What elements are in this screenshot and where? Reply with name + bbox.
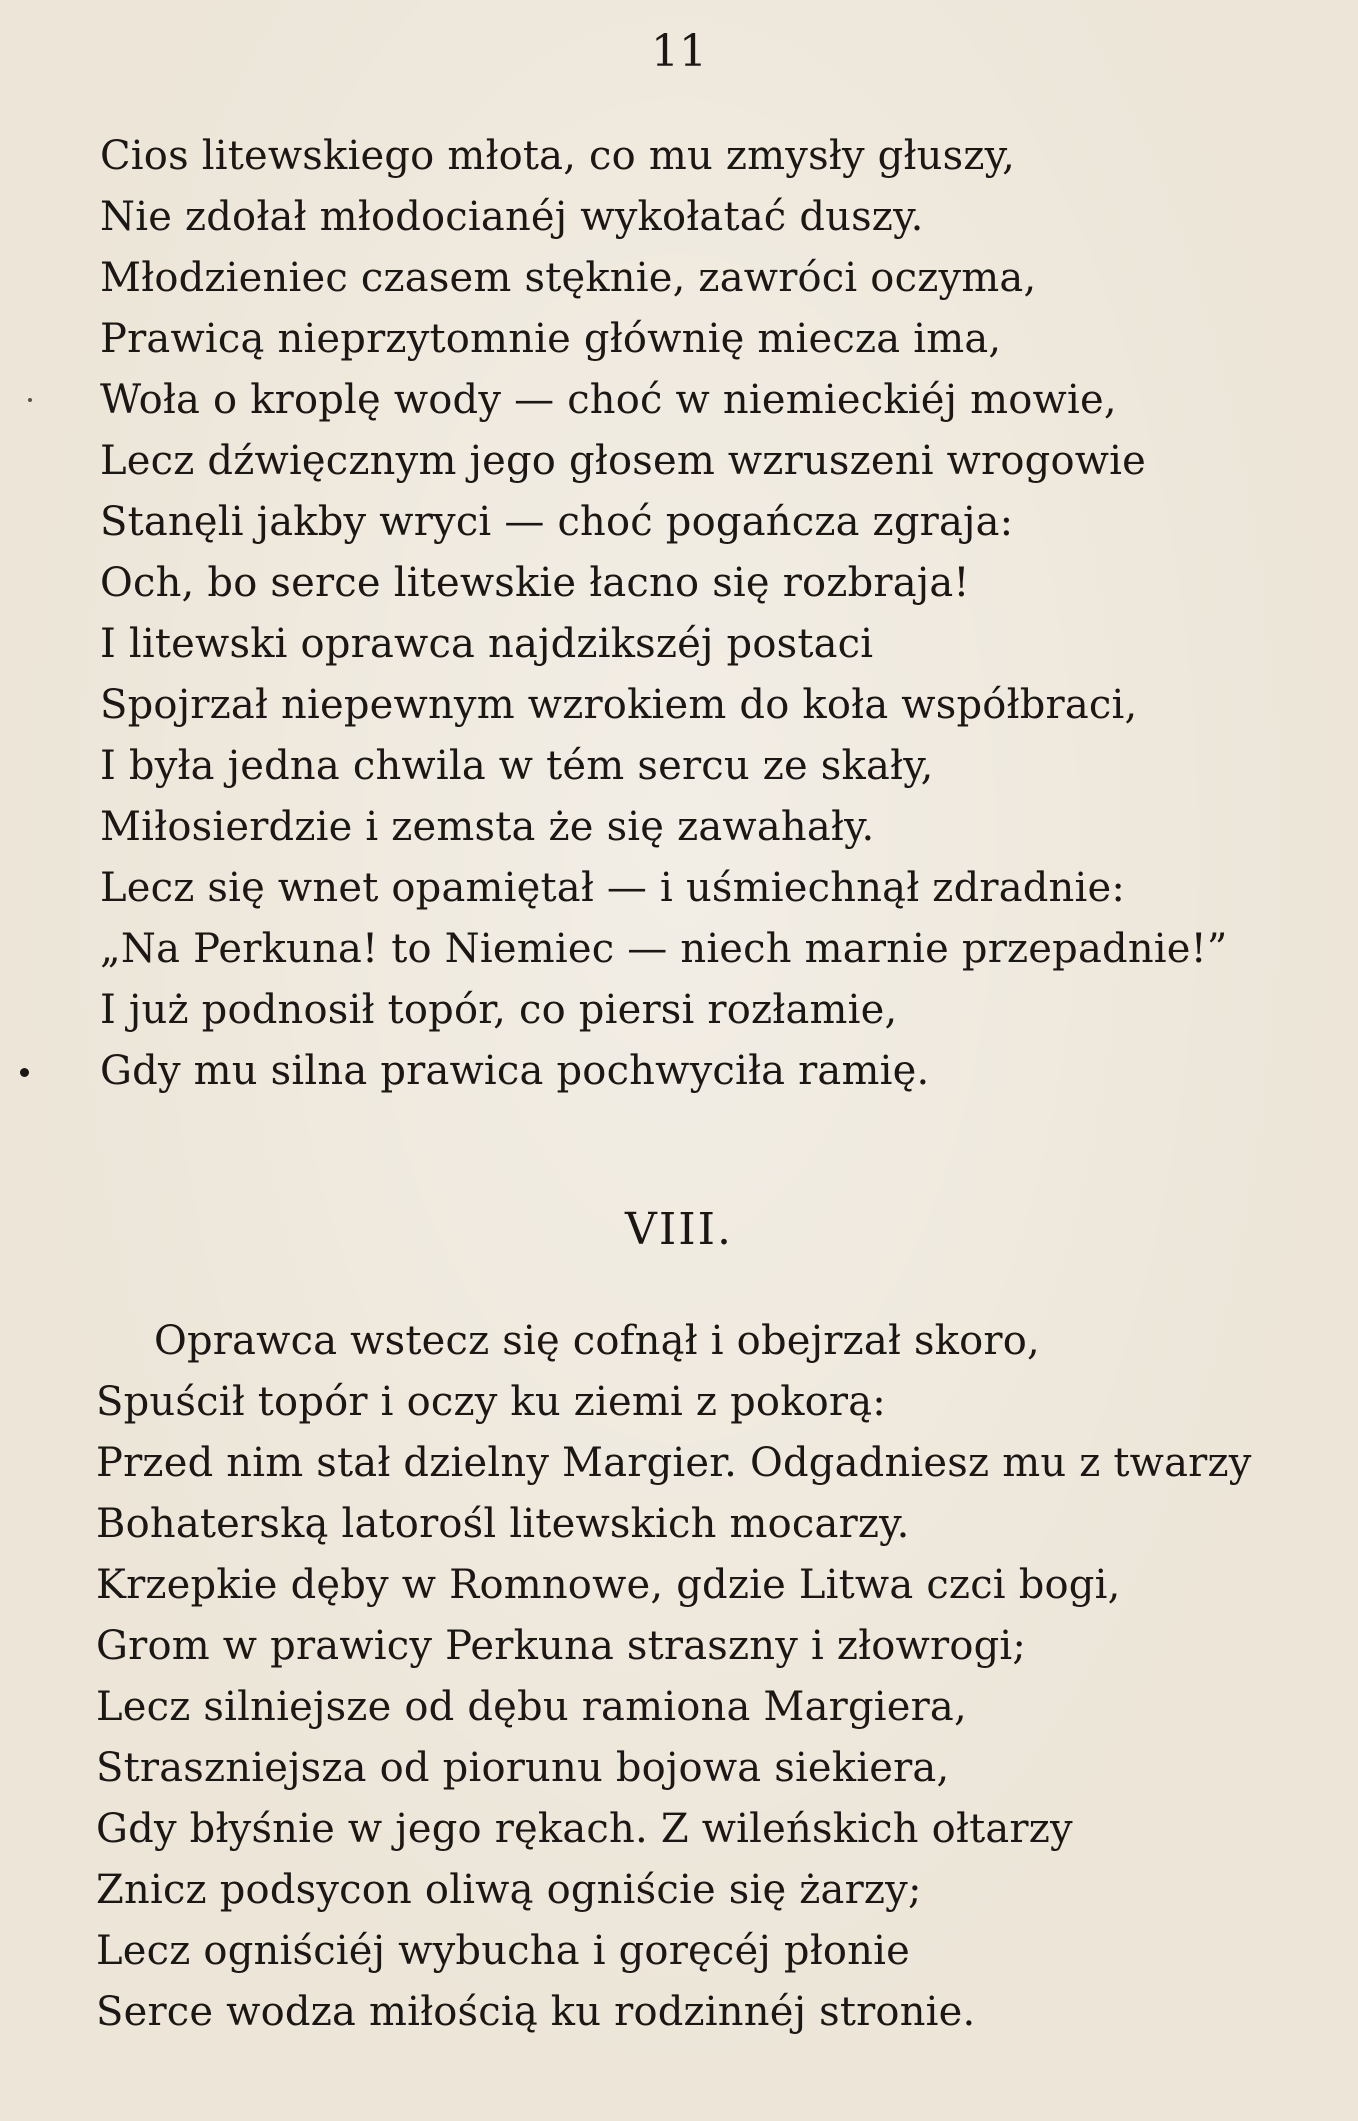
ink-speck [20,1068,29,1077]
section-heading: VIII. [625,1204,733,1255]
verse-line: I była jedna chwila w tém sercu ze skały, [100,743,934,789]
stanza-1 [100,126,1228,1102]
verse-line: Gdy mu silna prawica pochwyciła ramię. [100,1048,930,1094]
verse-line: Lecz silniejsze od dębu ramiona Margiera, [96,1684,967,1730]
verse-line: Och, bo serce litewskie łacno się rozbraja! [100,560,970,606]
verse-line: Grom w prawicy Perkuna straszny i złowrogi; [96,1623,1027,1669]
verse-line: Znicz podsycon oliwą ogniście się żarzy; [96,1867,922,1913]
ink-speck [28,398,32,402]
stanza-2 [96,1311,1252,2043]
verse-line: Spojrzał niepewnym wzrokiem do koła współbraci, [100,682,1138,728]
verse-line: Przed nim stał dzielny Margier. Odgadniesz mu z twarzy [96,1440,1252,1486]
verse-line: Straszniejsza od piorunu bojowa siekiera, [96,1745,950,1791]
verse-line: Lecz się wnet opamiętał — i uśmiechnął zdradnie: [100,865,1126,911]
verse-line: Młodzieniec czasem stęknie, zawróci oczyma, [100,255,1037,301]
verse-line: Lecz dźwięcznym jego głosem wzruszeni wrogowie [100,438,1147,484]
verse-line: Krzepkie dęby w Romnowe, gdzie Litwa czci bogi, [96,1562,1121,1608]
verse-line: „Na Perkuna! to Niemiec — niech marnie przepadnie!” [100,926,1228,972]
verse-line: I już podnosił topór, co piersi rozłamie, [100,987,898,1033]
verse-line: Serce wodza miłością ku rodzinnéj stronie. [96,1989,976,2035]
verse-line: Gdy błyśnie w jego rękach. Z wileńskich ołtarzy [96,1806,1073,1852]
verse-line: Spuścił topór i oczy ku ziemi z pokorą: [96,1379,886,1425]
verse-line: Bohaterską latorośl litewskich mocarzy. [96,1501,910,1547]
verse-line: Stanęli jakby wryci — choć pogańcza zgraja: [100,499,1014,545]
verse-line: I litewski oprawca najdzikszéj postaci [100,621,874,667]
verse-line: Nie zdołał młodocianéj wykołatać duszy. [100,194,924,240]
verse-line: Miłosierdzie i zemsta że się zawahały. [100,804,875,850]
page-number: 11 [651,26,707,77]
verse-line: Lecz ogniściéj wybucha i goręcéj płonie [96,1928,910,1974]
verse-line: Woła o kroplę wody — choć w niemieckiéj mowie, [100,377,1117,423]
verse-line: Oprawca wstecz się cofnął i obejrzał skoro, [154,1318,1040,1364]
verse-line: Prawicą nieprzytomnie głównię miecza ima, [100,316,1002,362]
verse-line: Cios litewskiego młota, co mu zmysły głuszy, [100,133,1016,179]
